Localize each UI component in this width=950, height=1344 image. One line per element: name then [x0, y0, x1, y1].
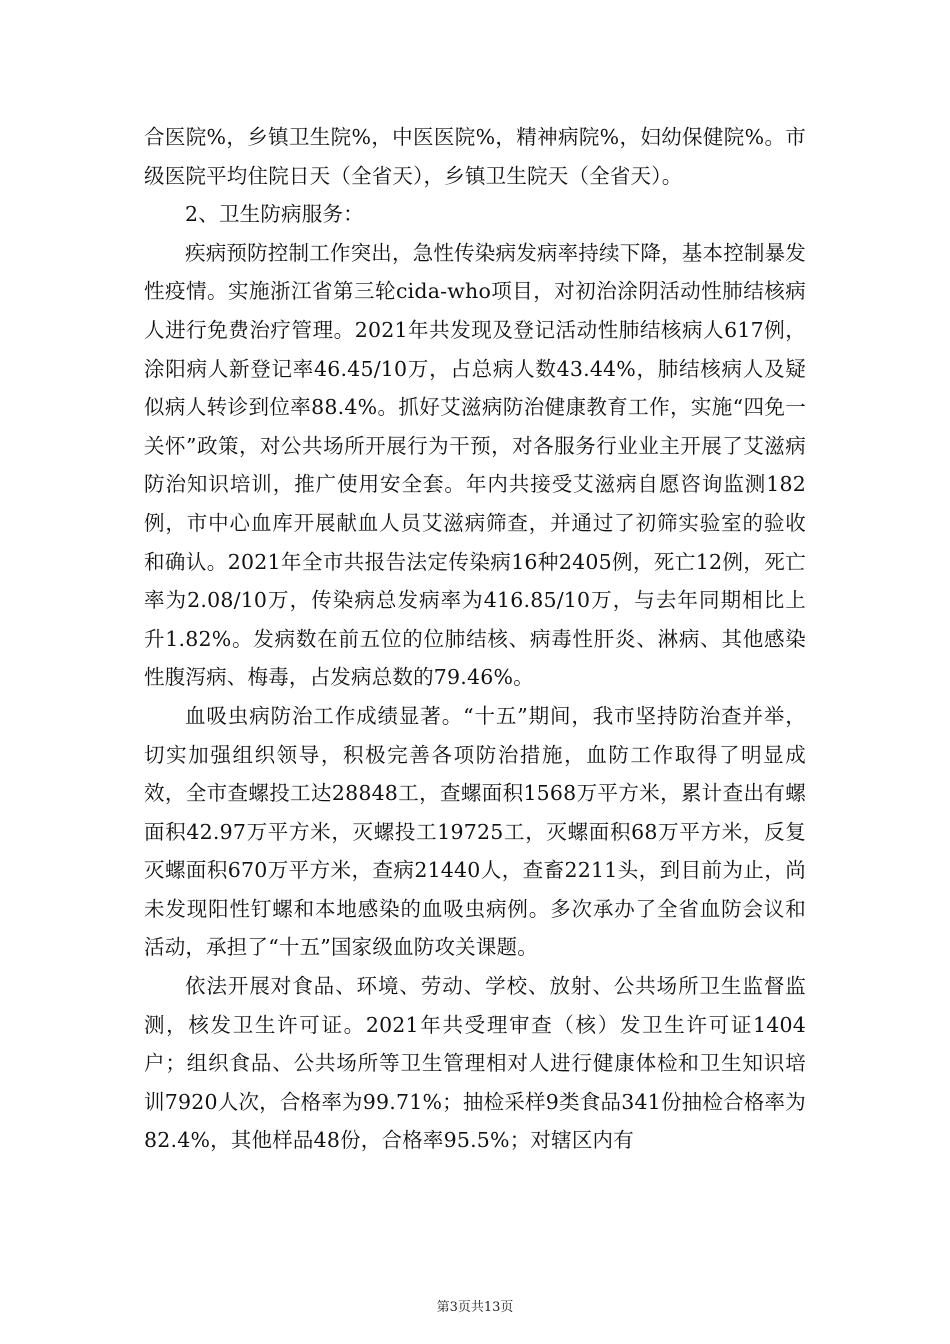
section-heading-disease-prevention: 2、卫生防病服务： [185, 202, 364, 227]
paragraph-hospital-rates: 合医院%，乡镇卫生院%，中医医院%，精神病院%，妇幼保健院%。市级医院平均住院日天（全省天），乡镇卫生院天（全省天）。 [144, 125, 806, 188]
paragraph-schistosomiasis: 血吸虫病防治工作成绩显著。“十五”期间，我市坚持防治查并举，切实加强组织领导，积极完善各项防治措施，血防工作取得了明显成效，全市查螺投工达28848工，查螺面积1568万平方米，累计查出有螺面积42.97万平方米，灭螺投工19725工，灭螺面积68万平方米，反复灭螺面积670万平方米，查病21440人，查畜2211头，到目前为止，尚未发现阳性钉螺和本地感染的血吸虫病例。多次承办了全省血防会议和活动，承担了“十五”国家级血防攻关课题。 [144, 703, 806, 960]
body-text [144, 118, 806, 1160]
page-number-footer: 第3页共13页 [436, 1300, 514, 1315]
paragraph-health-supervision: 依法开展对食品、环境、劳动、学校、放射、公共场所卫生监督监测，核发卫生许可证。2021年共受理审查（核）发卫生许可证1404户；组织食品、公共场所等卫生管理相对人进行健康体检和卫生知识培训7920人次，合格率为99.71%；抽检采样9类食品341份抽检合格率为82.4%，其他样品48份，合格率95.5%；对辖区内有 [144, 974, 806, 1153]
paragraph-disease-control: 疾病预防控制工作突出，急性传染病发病率持续下降，基本控制暴发性疫情。实施浙江省第三轮cida-who项目，对初治涂阴活动性肺结核病人进行免费治疗管理。2021年共发现及登记活动性肺结核病人617例，涂阳病人新登记率46.45/10万，占总病人数43.44%，肺结核病人及疑似病人转诊到位率88.4%。抓好艾滋病防治健康教育工作，实施“四免一关怀”政策，对公共场所开展行为干预，对各服务行业业主开展了艾滋病防治知识培训，推广使用安全套。年内共接受艾滋病自愿咨询监测182例，市中心血库开展献血人员艾滋病筛查，并通过了初筛实验室的验收和确认。2021年全市共报告法定传染病16种2405例，死亡12例，死亡率为2.08/10万，传染病总发病率为416.85/10万，与去年同期相比上升1.82%。发病数在前五位的位肺结核、病毒性肝炎、淋病、其他感染性腹泻病、梅毒，占发病总数的79.46%。 [144, 240, 806, 690]
